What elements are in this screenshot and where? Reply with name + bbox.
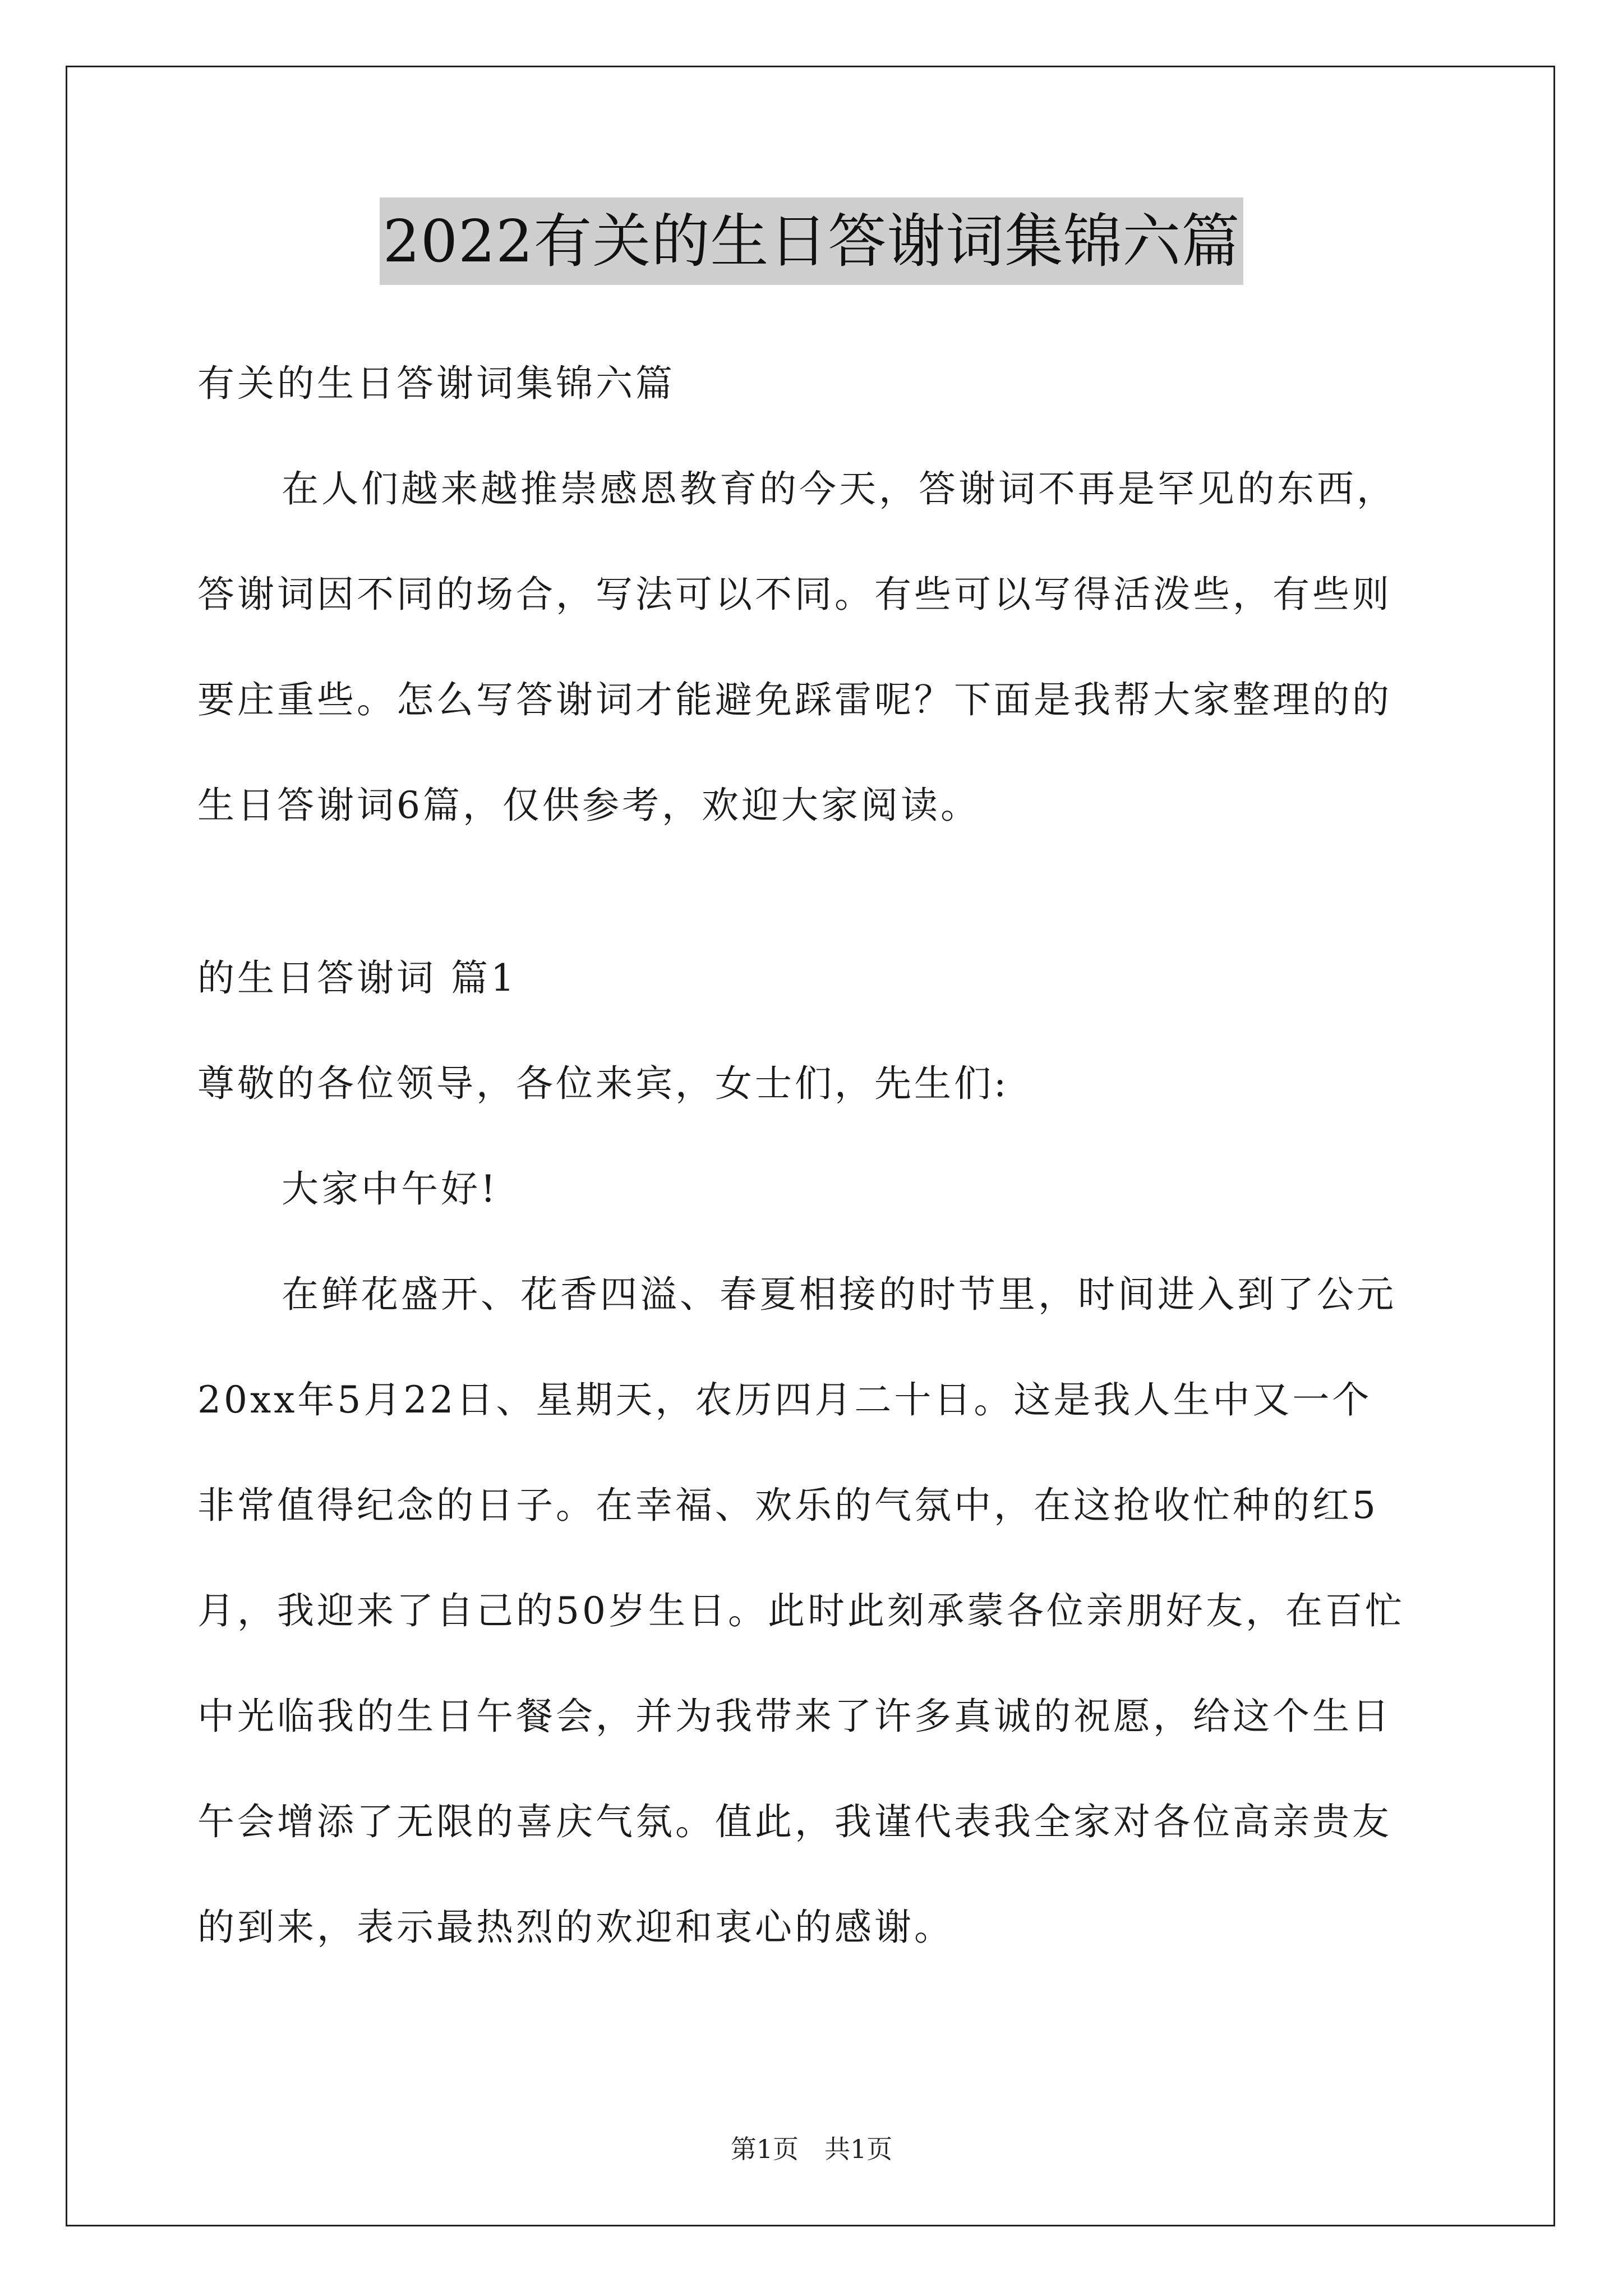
document-title: 2022有关的生日答谢词集锦六篇 bbox=[380, 197, 1244, 285]
greeting: 大家中午好! bbox=[282, 1167, 499, 1211]
page-number: 第1页 共1页 bbox=[730, 2134, 893, 2164]
subtitle: 有关的生日答谢词集锦六篇 bbox=[197, 362, 675, 405]
document-body bbox=[197, 331, 1437, 1980]
intro-line: 答谢词因不同的场合，写法可以不同。有些可以写得活泼些，有些则 bbox=[197, 573, 1392, 616]
salutation: 尊敬的各位领导，各位来宾，女士们，先生们: bbox=[197, 1062, 1009, 1105]
body-line: 中光临我的生日午餐会，并为我带来了许多真诚的祝愿，给这个生日 bbox=[197, 1695, 1392, 1738]
page-footer bbox=[0, 2129, 1623, 2166]
intro-line: 生日答谢词6篇，仅供参考，欢迎大家阅读。 bbox=[197, 784, 980, 827]
body-line: 月，我迎来了自己的50岁生日。此时此刻承蒙各位亲朋好友，在百忙 bbox=[197, 1589, 1405, 1632]
section-heading: 的生日答谢词 篇1 bbox=[197, 956, 517, 1000]
intro-line: 要庄重些。怎么写答谢词才能避免踩雷呢？下面是我帮大家整理的的 bbox=[197, 678, 1392, 721]
body-line: 的到来，表示最热烈的欢迎和衷心的感谢。 bbox=[197, 1906, 954, 1949]
body-paragraph bbox=[197, 1242, 1437, 1980]
body-line: 20xx年5月22日、星期天，农历四月二十日。这是我人生中又一个 bbox=[197, 1378, 1372, 1421]
spacer bbox=[197, 858, 1437, 926]
body-line: 非常值得纪念的日子。在幸福、欢乐的气氛中，在这抢收忙种的红5 bbox=[197, 1484, 1378, 1527]
body-line: 午会增添了无限的喜庆气氛。值此，我谨代表我全家对各位高亲贵友 bbox=[197, 1800, 1392, 1843]
intro-line: 在人们越来越推崇感恩教育的今天，答谢词不再是罕见的东西， bbox=[282, 467, 1396, 510]
body-line: 在鲜花盛开、花香四溢、春夏相接的时节里，时间进入到了公元 bbox=[282, 1273, 1396, 1316]
title-container bbox=[0, 197, 1623, 285]
intro-paragraph bbox=[197, 436, 1437, 858]
